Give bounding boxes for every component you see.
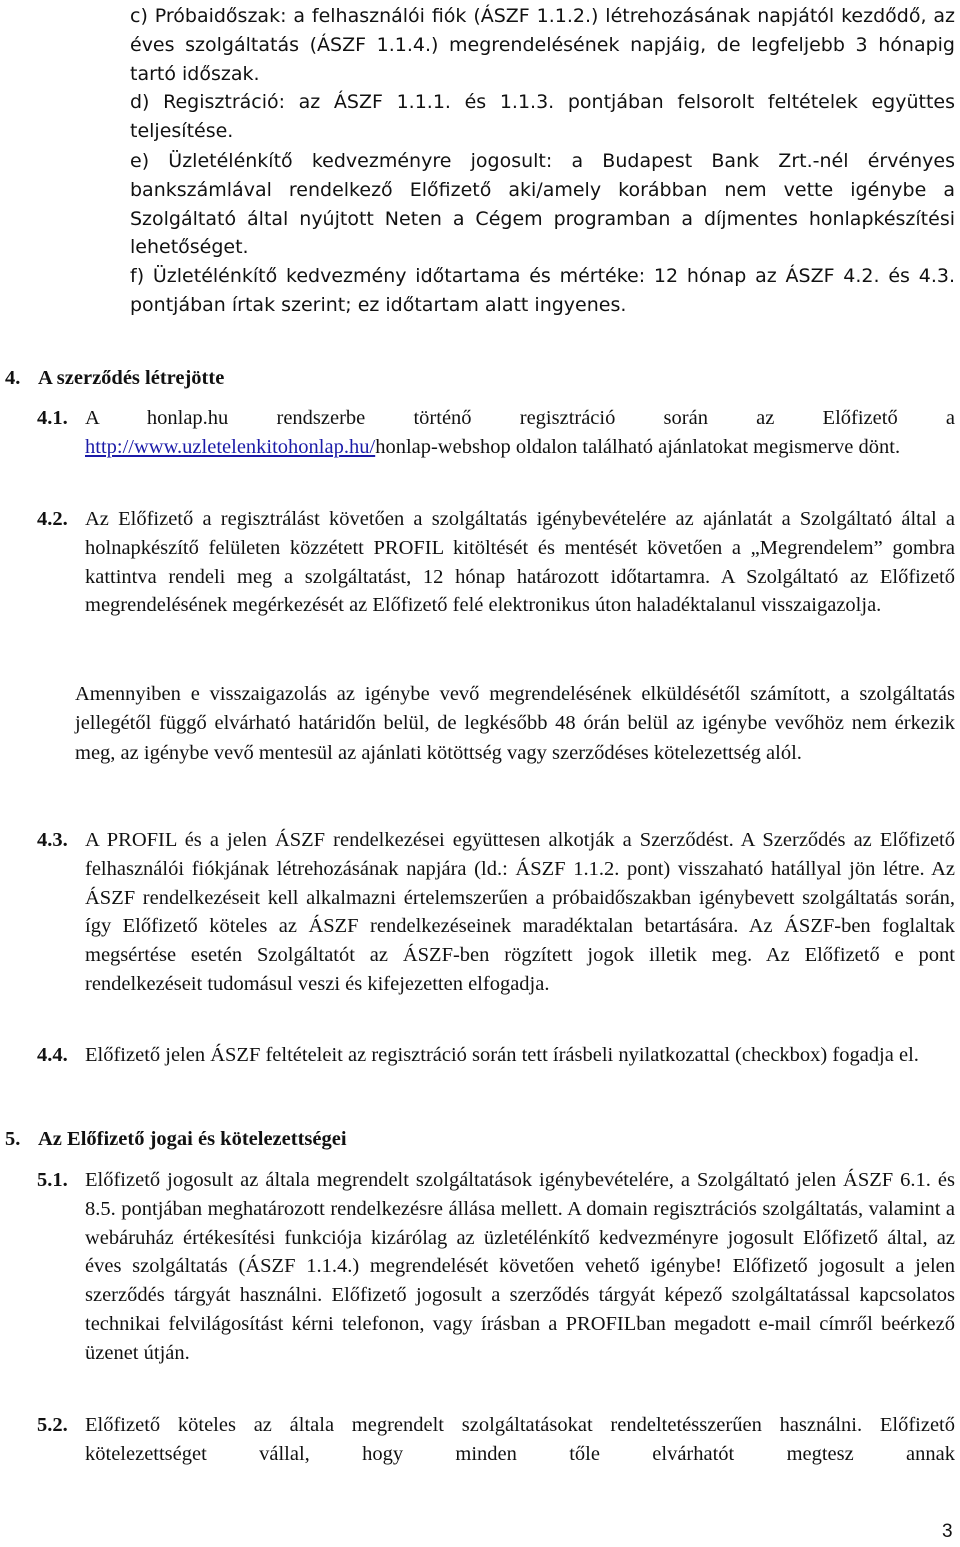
para-5-2-number: 5.2. (37, 1414, 68, 1436)
page-number: 3 (942, 1521, 953, 1542)
para-4-2: Az Előfizető a regisztrálást követően a szolgáltatás igénybevételére az ajánlatát a Szolgáltató által a holnapkészítő felületen közzétett PROFIL kitöltését és mentését követően a „Megrendelem” gombra kattintva rendeli meg a szolgáltatást, 12 hónap határozott időtartamra. A Szolgáltató az Előfizető megrendelésének megérkezését az Előfizető felé elektronikus úton haladéktalanul visszaigazolja. (85, 508, 955, 617)
para-4-1-number: 4.1. (37, 407, 68, 429)
section-4-number: 4. (5, 367, 21, 389)
para-4-2-number: 4.2. (37, 508, 68, 530)
item-f: f) Üzletélénkítő kedvezmény időtartama és mértéke: 12 hónap az ÁSZF 4.2. és 4.3. pontjában írtak szerint; ez időtartam alatt ingyenes. (130, 265, 955, 316)
item-d: d) Regisztráció: az ÁSZF 1.1.1. és 1.1.3. pontjában felsorolt feltételek együttes teljesítése. (130, 91, 955, 142)
section-5-title: Az Előfizető jogai és kötelezettségei (38, 1128, 347, 1150)
item-e: e) Üzletélénkítő kedvezményre jogosult: a Budapest Bank Zrt.-nél érvényes bankszámlával rendelkező Előfizető aki/amely korábban nem vette igénybe a Szolgáltató által nyújtott Neten a Cégem programban a díjmentes honlapkészítési lehetőséget. (130, 150, 955, 259)
para-4-1 (85, 404, 955, 462)
section-4-heading (5, 364, 605, 392)
para-4-4-number: 4.4. (37, 1044, 68, 1066)
website-link[interactable]: http://www.uzletelenkitohonlap.hu/ (85, 435, 376, 458)
para-4-3-number: 4.3. (37, 829, 68, 851)
para-4-1-text-end: honlap-webshop oldalon található ajánlatokat megismerve dönt. (375, 435, 901, 458)
section-5-heading (5, 1125, 605, 1153)
para-4-3: A PROFIL és a jelen ÁSZF rendelkezései együttesen alkotják a Szerződést. A Szerződés az Előfizető felhasználói fiókjának létrehozásának napjára (ld.: ÁSZF 1.1.2. pont) visszaható hatállyal jön létre. Az ÁSZF rendelkezéseit kell alkalmazni értelemszerűen a próbaidőszakban igénybevett szolgáltatás során, így Előfizető köteles az ÁSZF rendelkezéseinek maradéktalan betartására. Az ÁSZF-ben foglaltak megsértése esetén Szolgáltatót az ÁSZF-ben rögzített jogok illetik meg. Az Előfizető e pont rendelkezéseit tudomásul veszi és kifejezetten elfogadja. (85, 829, 955, 995)
para-5-1: Előfizető jogosult az általa megrendelt szolgáltatások igénybevételére, a Szolgáltató jelen ÁSZF 6.1. és 8.5. pontjában meghatározott rendelkezésre állása mellett. A domain regisztrációs szolgáltatás, valamint a webáruház értékesítési funkciója kizárólag az üzletélénkítő kedvezményre jogosult Előfizető által, az éves szolgáltatás (ÁSZF 1.1.4.) megrendelését követően vehető igénybe! Előfizető jogosult a jelen szerződés tárgyát használni. Előfizető jogosult a szerződés tárgyát képező szolgáltatással kapcsolatos technikai felvilágosítást kérni telefonon, vagy írásban a PROFILban megadott e-mail címről beérkező üzenet útján. (85, 1169, 955, 1364)
para-4-4: Előfizető jelen ÁSZF feltételeit az regisztráció során tett írásbeli nyilatkozattal (checkbox) fogadja el. (85, 1044, 919, 1066)
para-5-1-number: 5.1. (37, 1169, 68, 1191)
para-4-1-text: A honlap.hu rendszerbe történő regisztráció során az Előfizető a (85, 407, 955, 429)
item-c: c) Próbaidőszak: a felhasználói fiók (ÁSZF 1.1.2.) létrehozásának napjától kezdődő, az éves szolgáltatás (ÁSZF 1.1.4.) megrendelésének napjáig, de legfeljebb 3 hónapig tartó időszak. (130, 5, 955, 85)
section-5-number: 5. (5, 1128, 21, 1150)
para-amennyiben: Amennyiben e visszaigazolás az igénybe vevő megrendelésének elküldésétől számított, a szolgáltatás jellegétől függő elvárható határidőn belül, de legkésőbb 48 órán belül az igénybe vevőhöz nem érkezik meg, az igénybe vevő mentesül az ajánlati kötöttség vagy szerződéses kötelezettség alól. (75, 683, 955, 764)
para-5-2: Előfizető köteles az általa megrendelt szolgáltatásokat rendeltetésszerűen használni. Előfizető kötelezettséget vállal, hogy minden tőle elvárhatót megtesz annak (85, 1414, 955, 1465)
section-4-title: A szerződés létrejötte (38, 367, 225, 389)
